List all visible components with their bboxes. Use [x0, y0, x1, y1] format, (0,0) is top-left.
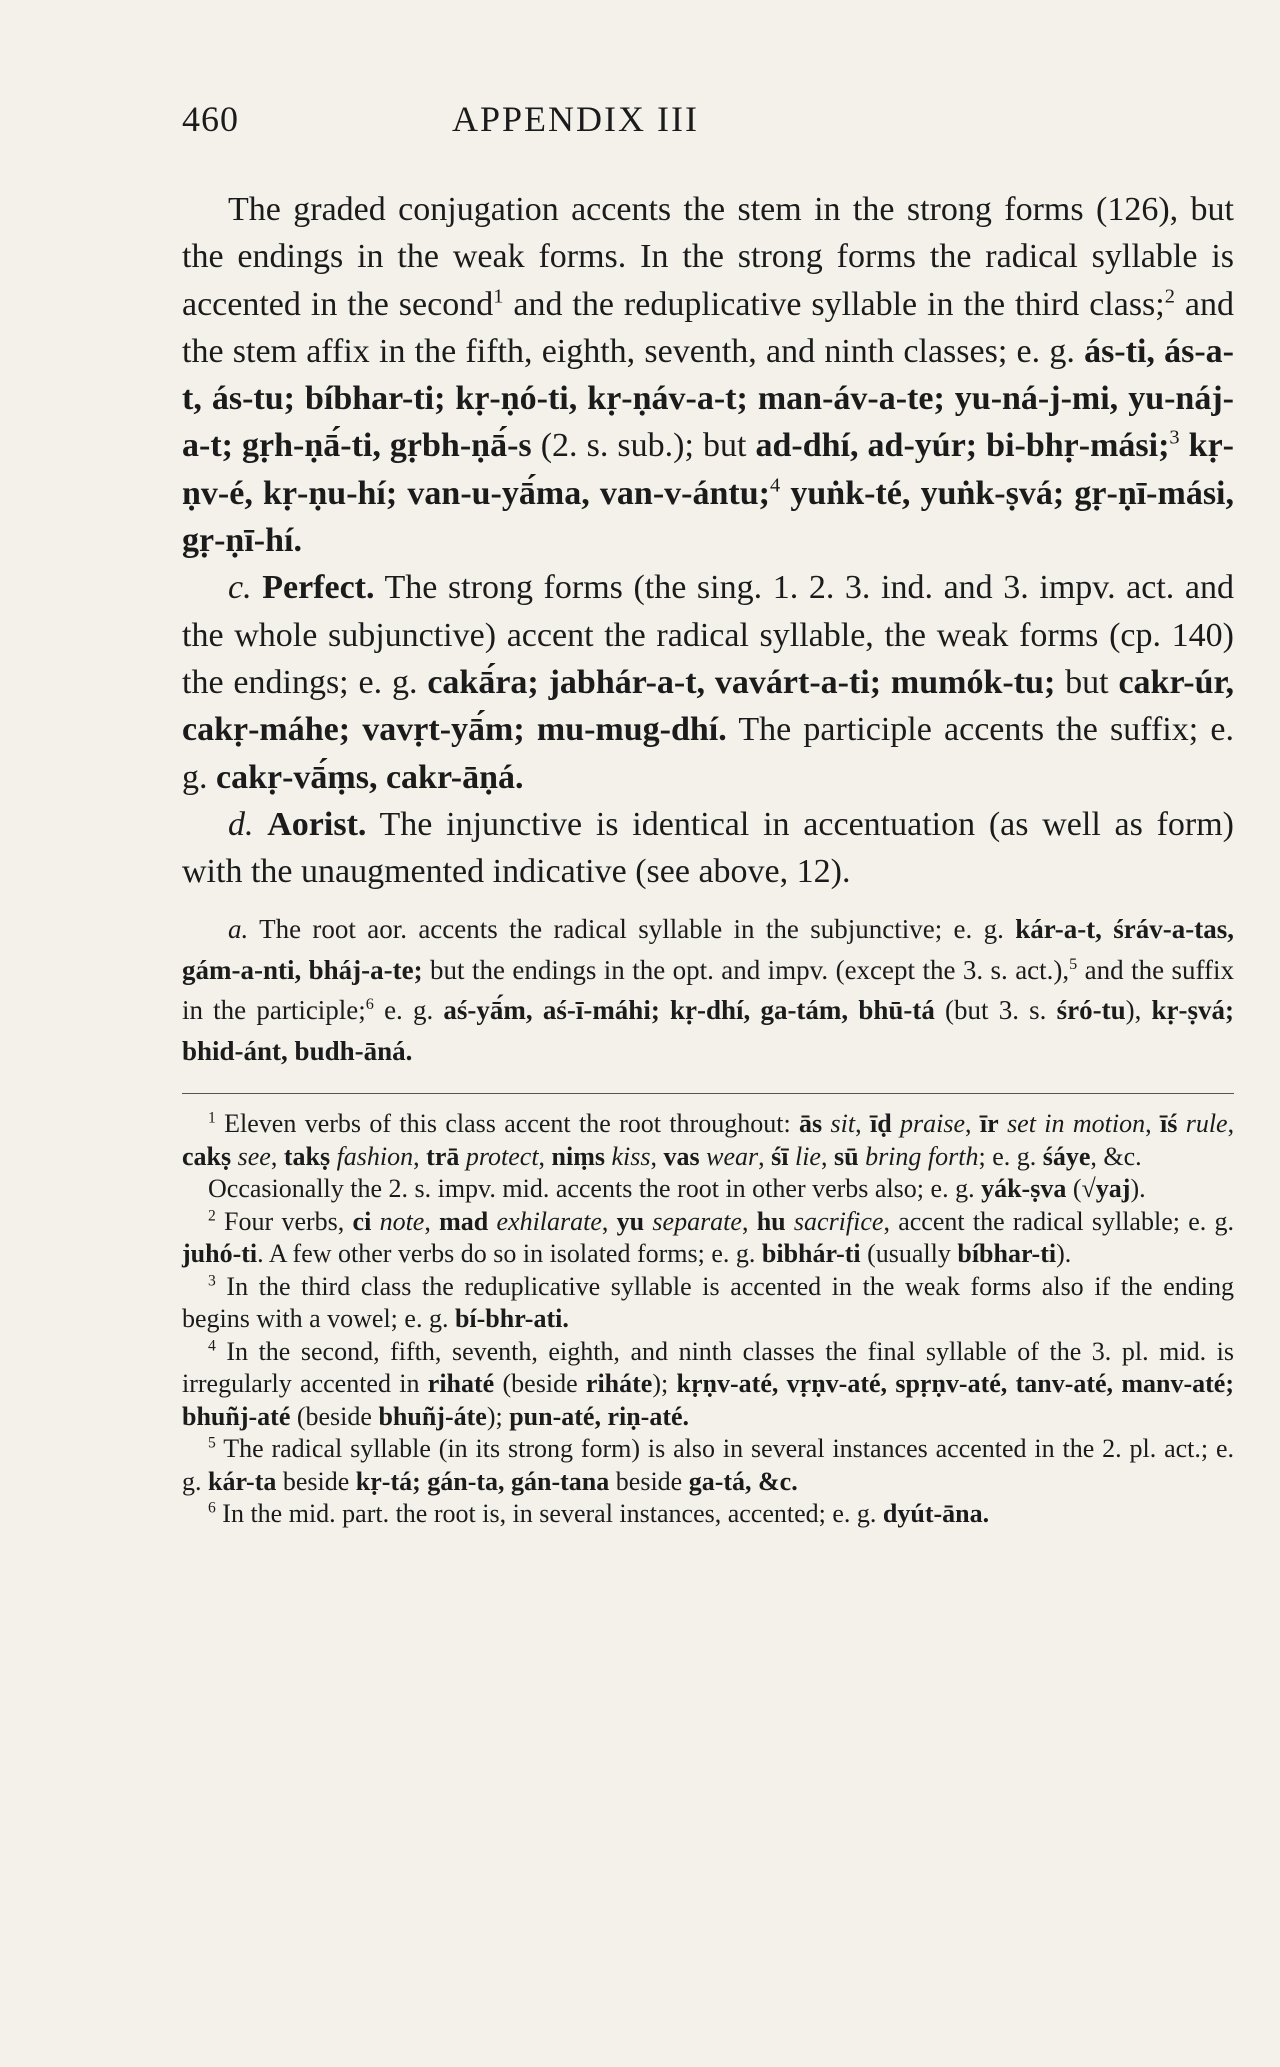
example-forms: yuṅk-té, yuṅk-ṣvá; gṛ-ṇī-mási, gṛ-ṇī-hí.	[182, 474, 1234, 560]
example-forms: cakṛ-vā́ṃs, cakr-āṇá.	[216, 758, 524, 796]
page-header	[182, 98, 1234, 158]
footnote-1: $^1$ Eleven verbs of this class accent the root throughout: ās sit, īḍ praise, īr set in motion, īś rule, cakṣ see, takṣ fashion, trā protect, niṃs kiss, vas wear, śī lie, sū bring forth; e. g. śáye, &c.	[182, 1109, 1235, 1171]
example-forms: cakr-úr, cakṛ-máhe; vavṛt-yā́m; mu-mug-dhí.	[182, 663, 1234, 749]
footnote-ref-6: 6	[365, 995, 374, 1014]
section-letter: c.	[228, 569, 252, 607]
section-letter: d.	[228, 805, 254, 843]
footnote-4: $^4$ In the second, fifth, seventh, eighth, and ninth classes the final syllable of the 3. pl. mid. is irregularly accented in rihaté (beside riháte); kṛṇv-até, vṛṇv-até, spṛṇv-até, tanv-até, manv-até; bhuñj-até (beside bhuñj-áte); pun-até, riṇ-até.	[182, 1336, 1234, 1431]
footnote-3: $^3$ In the third class the reduplicative syllable is accented in the weak forms also if the ending begins with a vowel; e. g. bí-bhr-ati.	[182, 1271, 1234, 1334]
footnote-ref-5: 5	[1069, 954, 1078, 973]
example-forms: ad-dhí, ad-yúr; bi-bhṛ-mási;	[755, 427, 1170, 465]
example-forms: ás-ti, ás-a-t, ás-tu; bíbhar-ti; kṛ-ṇó-ti, kṛ-ṇáv-a-t; man-áv-a-te; yu-ná-j-mi, yu-náj-a-t; gṛh-ṇā́-ti, gṛbh-ṇā́-s	[182, 332, 1234, 465]
paragraph-aorist: d. Aorist. The injunctive is identical in accentuation (as well as form) with the unaugmented indicative (see above, 12).	[182, 805, 1234, 891]
footnote-ref-1: 1	[493, 285, 504, 308]
running-title: APPENDIX III	[452, 99, 699, 139]
footnote-ref-2: 2	[1164, 285, 1175, 308]
paragraph-root-aorist: a. The root aor. accents the radical syllable in the subjunctive; e. g. kár-a-t, śráv-a-tas, gám-a-nti, bháj-a-te; but the endings in the opt. and impv. (except the 3. s. act.),$^5$ and the suffix in the participle;$^6$ e. g. aś-yā́m, aś-ī-máhi; kṛ-dhí, ga-tám, bhū-tá (but 3. s. śró-tu), kṛ-ṣvá; bhid-ánt, budh-āná.	[182, 914, 1235, 1066]
small-print-note	[182, 909, 1234, 1071]
page	[182, 98, 1234, 1531]
page-number: 460	[182, 99, 239, 139]
footnote-2: $^2$ Four verbs, ci note, mad exhilarate, yu separate, hu sacrifice, accent the radical syllable; e. g. juhó-ti. A few other verbs do so in isolated forms; e. g. bibhár-ti (usually bíbhar-ti).	[182, 1206, 1235, 1269]
footnote-1-continued: Occasionally the 2. s. impv. mid. accents the root in other verbs also; e. g. yák-ṣva (√yaj).	[208, 1174, 1146, 1204]
footnote-5: $^5$ The radical syllable (in its strong form) is also in several instances accented in the 2. pl. act.; e. g. kár-ta beside kṛ-tá; gán-ta, gán-tana beside ga-tá, &c.	[182, 1434, 1234, 1496]
paragraph-perfect: c. Perfect. The strong forms (the sing. 1. 2. 3. ind. and 3. impv. act. and the whole subjunctive) accent the radical syllable, the weak forms (cp. 140) the endings; e. g. cakā́ra; jabhár-a-t, vavárt-a-ti; mumók-tu; but cakr-úr, cakṛ-máhe; vavṛt-yā́m; mu-mug-dhí. The participle accents the suffix; e. g. cakṛ-vā́ṃs, cakr-āṇá.	[182, 569, 1235, 796]
footnotes	[182, 1108, 1234, 1531]
footnote-6: $^6$ In the mid. part. the root is, in several instances, accented; e. g. dyút-āna.	[208, 1499, 990, 1529]
paragraph-graded-conjugation: The graded conjugation accents the stem in the strong forms (126), but the endings in the weak forms. In the strong forms the radical syllable is accented in the second$^1$ and the reduplicative syllable in the third class;$^2$ and the stem affix in the fifth, eighth, seventh, and ninth classes; e. g. ás-ti, ás-a-t, ás-tu; bíbhar-ti; kṛ-ṇó-ti, kṛ-ṇáv-a-t; man-áv-a-te; yu-ná-j-mi, yu-náj-a-t; gṛh-ṇā́-ti, gṛbh-ṇā́-s (2. s. sub.); but ad-dhí, ad-yúr; bi-bhṛ-mási;$^3$ kṛ-ṇv-é, kṛ-ṇu-hí; van-u-yā́ma, van-v-ántu;$^4$ yuṅk-té, yuṅk-ṣvá; gṛ-ṇī-mási, gṛ-ṇī-hí.	[182, 191, 1235, 560]
main-text	[182, 186, 1234, 895]
footnote-divider	[182, 1093, 1234, 1094]
footnote-ref-3: 3	[1169, 427, 1180, 450]
example-forms: kṛ-ṇv-é, kṛ-ṇu-hí; van-u-yā́ma, van-v-ántu;	[182, 427, 1235, 512]
footnote-ref-4: 4	[769, 474, 781, 497]
section-heading: Aorist.	[267, 805, 367, 843]
example-forms: cakā́ra; jabhár-a-t, vavárt-a-ti; mumók-tu;	[427, 663, 1056, 701]
section-heading: Perfect.	[262, 569, 375, 607]
